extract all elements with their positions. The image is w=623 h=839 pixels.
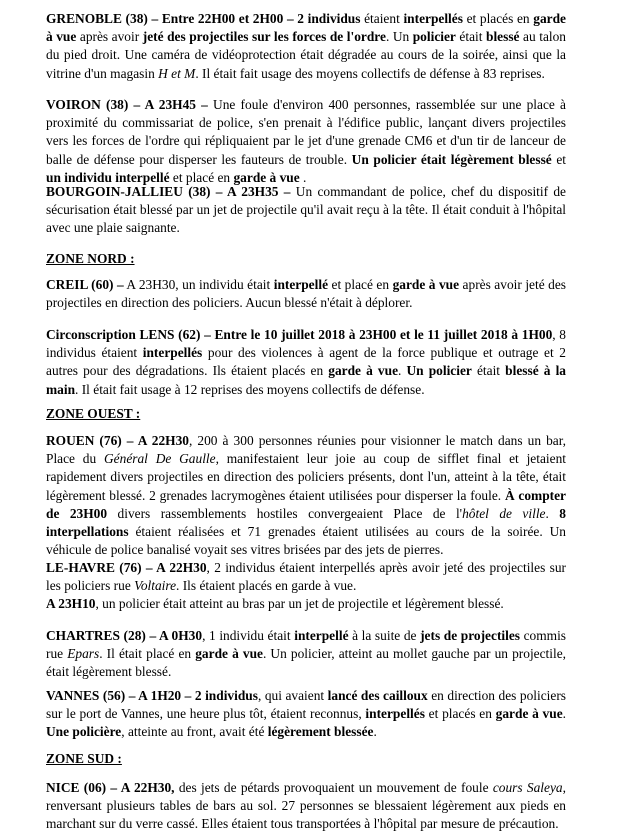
text-run: ROUEN (76) – A 22H30	[46, 433, 189, 448]
paragraph-grenoble	[46, 10, 566, 83]
text-run: blessé	[486, 29, 520, 45]
text-run: garde à vue	[195, 646, 263, 662]
text-run: , 1 individu était	[202, 628, 295, 643]
text-run: après avoir jeté des projectiles en direction des policiers. Aucun blessé n'était à déplorer.	[46, 277, 566, 311]
text-run: . Il était fait usage des moyens collectifs de défense à 83 reprises.	[195, 65, 545, 81]
text-run: .	[373, 724, 377, 740]
text-run: étaient réalisées et 71 grenades étaient utilisées au cours de la soirée. Un véhicule de police banalisé voyait ses vitres brisées par des jets de pierres.	[46, 524, 566, 558]
text-run: et	[551, 151, 567, 167]
text-run: Une policière	[46, 724, 122, 740]
text-run: interpellés	[365, 706, 425, 722]
text-run: Une foule d'environ 400 personnes, rassemblée sur une place à proximité du commissariat de police, s'en prenait à l'édifice public, lançant divers projectiles vers les forces de l'ordre qui répliquaient par le jet d'une grenade CM6 et d'un tir de lanceur de balle de défense pour disperser les fauteurs de trouble.	[46, 97, 566, 167]
text-run: Un policier était légèrement blessé	[351, 151, 552, 167]
text-run: au talon du pied droit. Une caméra de vidéoprotection était dégradée au cours de la soirée, ainsi que la vitrine d'un magasin	[46, 29, 566, 81]
text-run: un individu interpellé	[46, 169, 170, 185]
paragraph-voiron	[46, 96, 566, 187]
text-run: garde à vue	[328, 363, 399, 379]
text-run: pour des violences à agent de la force publique et outrage et 2 autres pour des dégradations. Ils étaient placés en	[46, 345, 566, 379]
text-run: des jets de pétards provoquaient un mouvement de foule	[174, 780, 493, 795]
paragraph-le-havre-2	[46, 595, 566, 613]
text-run: et placé en	[328, 277, 393, 292]
paragraph-rouen	[46, 432, 566, 559]
text-run: policier	[412, 29, 456, 45]
text-run: était	[471, 363, 506, 379]
paragraph-vannes	[46, 687, 566, 742]
text-run: , qui avaient	[257, 688, 328, 703]
text-run: interpellé	[273, 277, 329, 292]
text-run: Voltaire	[134, 578, 177, 594]
text-run: Un policier	[406, 363, 472, 379]
text-run: , atteinte au front, avait été	[121, 724, 268, 740]
text-run: et placés en	[424, 706, 496, 722]
text-run: , 2 individus étaient interpellés après avoir jeté des projectiles sur les policiers rue	[46, 560, 566, 594]
text-run: NICE (06) – A 22H30,	[46, 780, 175, 795]
text-run: commis rue	[46, 628, 567, 662]
text-run: garde à vue	[233, 169, 300, 185]
text-run: GRENOBLE (38) – Entre 22H00 et 2H00 – 2 individus	[46, 11, 361, 26]
text-run: et placés en	[462, 11, 534, 26]
text-run: , 8 individus étaient	[46, 327, 566, 361]
text-run: . Ils étaient placés en garde à vue.	[176, 578, 357, 594]
text-run: et placé en	[169, 169, 234, 185]
text-run: , manifestaient leur joie au coup de sifflet final et jetaient rapidement divers projectiles en direction des policiers présents, dont l'un, atteint à la tête, était légèrement blessé. 2 grenades lacrymogènes étaient utilisées pour disperser la foule.	[46, 451, 566, 503]
text-run: hôtel de ville	[462, 505, 546, 521]
text-run: BOURGOIN-JALLIEU (38) – A 23H35 –	[46, 184, 291, 199]
text-run: ZONE SUD :	[46, 751, 122, 766]
zone-heading-nord	[46, 250, 135, 268]
text-run: A 23H10	[46, 596, 96, 611]
text-run: , renversant plusieurs tables de bars au sol. 27 personnes se blessaient légèrement aux pieds en marchant sur du verre cassé. Elles étaient tous transportées à l'hôpital par mesure de précaution.	[46, 780, 566, 832]
text-run: garde à vue	[392, 277, 460, 292]
text-run: .	[545, 505, 560, 521]
text-run: en direction des policiers sur le port de Vannes, une heure plus tôt, étaient reconnus,	[46, 688, 566, 722]
text-run: après avoir	[76, 29, 143, 45]
text-run: Circonscription LENS (62) – Entre le 10 juillet 2018 à 23H00 et le 11 juillet 2018 à 1H00	[46, 327, 553, 342]
paragraph-bourgoin-jallieu	[46, 183, 566, 238]
text-run: CHARTRES (28) – A 0H30	[46, 628, 203, 643]
text-run: Général De Gaulle	[104, 451, 216, 467]
text-run: . Il était fait usage à 12 reprises des moyens collectifs de défense.	[75, 381, 425, 397]
text-run: interpellés	[142, 345, 203, 361]
paragraph-le-havre	[46, 559, 566, 595]
text-run: à la suite de	[348, 628, 421, 643]
text-run: . Un policier, atteint au mollet gauche par un projectile, était légèrement blessé.	[46, 646, 567, 680]
text-run: jeté des projectiles sur les forces de l'ordre	[142, 29, 386, 45]
text-run: lancé des cailloux	[327, 688, 428, 703]
text-run: .	[562, 706, 567, 722]
text-run: VANNES (56) – A 1H20 – 2 individus	[46, 688, 258, 703]
text-run: À compter de 23H00	[46, 487, 566, 521]
text-run: . Un	[385, 29, 413, 45]
text-run: VOIRON (38) – A 23H45 –	[46, 97, 208, 112]
text-run: ZONE NORD :	[46, 251, 135, 266]
text-run: jets de projectiles	[420, 628, 520, 643]
text-run: cours Saleya	[492, 780, 563, 795]
text-run: , 200 à 300 personnes réunies pour visionner le match dans un bar, Place du	[46, 433, 566, 467]
paragraph-lens	[46, 326, 566, 399]
text-run: . Il était placé en	[99, 646, 196, 662]
text-run: .	[299, 169, 307, 185]
text-run: 8 interpellations	[46, 505, 566, 540]
text-run: garde à vue	[495, 706, 563, 722]
text-run: LE-HAVRE (76) – A 22H30	[46, 560, 207, 575]
text-run: blessé à la main	[46, 363, 566, 397]
text-run: était	[455, 29, 487, 45]
text-run: légèrement blessée	[267, 724, 374, 740]
text-run: A 23H30, un individu était	[123, 277, 274, 292]
paragraph-creil	[46, 276, 566, 312]
text-run: Un commandant de police, chef du dispositif de sécurisation était blessé par un jet de projectile qu'il avait reçu à la tête. Il était conduit à l'hôpital avec une plaie saignante.	[46, 184, 567, 236]
zone-heading-sud	[46, 750, 122, 768]
text-run: étaient	[360, 11, 404, 26]
text-run: interpellé	[294, 628, 349, 643]
zone-heading-ouest	[46, 405, 140, 423]
text-run: ZONE OUEST :	[46, 406, 141, 421]
text-run: garde à vue	[46, 11, 566, 45]
text-run: H et M	[158, 65, 196, 81]
text-run: divers rassemblements hostiles convergeaient Place de l'	[107, 505, 463, 521]
paragraph-chartres	[46, 627, 566, 682]
text-run: interpellés	[403, 11, 463, 26]
text-run: , un policier était atteint au bras par un jet de projectile et légèrement blessé.	[95, 596, 504, 611]
text-run: CREIL (60) –	[46, 277, 124, 292]
text-run: Epars	[67, 646, 100, 662]
paragraph-nice	[46, 779, 566, 834]
text-run: .	[398, 363, 407, 379]
